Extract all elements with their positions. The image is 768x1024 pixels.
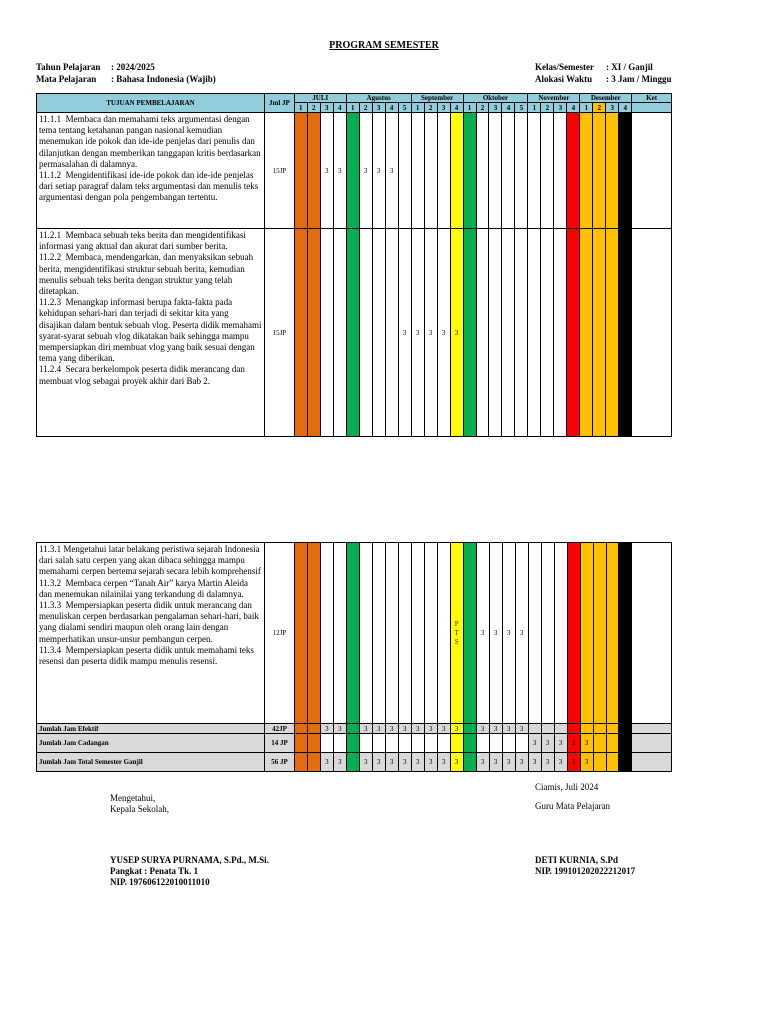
week-cell (359, 229, 372, 437)
header-month: November (528, 94, 580, 103)
week-cell (372, 229, 385, 437)
summary-week-cell (307, 734, 320, 753)
header-week-number: 2 (359, 103, 372, 113)
week-cell (619, 113, 632, 229)
guru-role: Guru Mata Pelajaran (535, 801, 610, 811)
week-cell: 3 (502, 543, 515, 724)
week-cell (333, 229, 346, 437)
summary-week-cell: 3 (580, 734, 593, 753)
summary-label: Jumlah Jam Cadangan (37, 734, 265, 753)
week-cell (333, 543, 346, 724)
header-week-number: 1 (294, 103, 307, 113)
table-row (37, 543, 672, 724)
summary-week-cell (489, 734, 502, 753)
week-cell (528, 229, 541, 437)
summary-label: Jumlah Jam Total Semester Ganjil (37, 753, 265, 772)
week-cell (593, 543, 606, 724)
summary-week-cell: 3 (333, 724, 346, 734)
summary-week-cell (463, 753, 476, 772)
summary-week-cell: 3 (398, 753, 411, 772)
info-left (36, 61, 216, 85)
summary-week-cell (606, 734, 619, 753)
week-cell: 3 (398, 229, 411, 437)
header-week-number: 5 (398, 103, 411, 113)
summary-week-cell (424, 734, 437, 753)
week-cell (437, 543, 450, 724)
header-week-number: 3 (320, 103, 333, 113)
header-week-number: 2 (541, 103, 554, 113)
week-cell (554, 229, 567, 437)
summary-week-cell (320, 734, 333, 753)
summary-week-cell (619, 734, 632, 753)
summary-week-cell (554, 724, 567, 734)
kelas-value: : XI / Ganjil (606, 62, 653, 72)
week-cell (593, 113, 606, 229)
summary-row (37, 753, 672, 772)
header-ket-blank (632, 103, 672, 113)
week-cell (463, 229, 476, 437)
summary-week-cell: 3 (489, 724, 502, 734)
summary-week-cell (476, 734, 489, 753)
header-week-number: 3 (554, 103, 567, 113)
week-cell (606, 543, 619, 724)
week-cell: 3 (372, 113, 385, 229)
signature-left-identity (110, 855, 269, 888)
week-cell (307, 113, 320, 229)
summary-week-cell (333, 734, 346, 753)
summary-week-cell (606, 753, 619, 772)
week-cell (398, 543, 411, 724)
ket-cell (632, 229, 672, 437)
week-cell (541, 113, 554, 229)
week-cell (346, 543, 359, 724)
summary-week-cell (437, 734, 450, 753)
week-cell (541, 543, 554, 724)
summary-week-cell (294, 734, 307, 753)
summary-week-cell: 3 (515, 724, 528, 734)
week-cell (385, 229, 398, 437)
week-cell (528, 113, 541, 229)
summary-label: Jumlah Jam Efektif (37, 724, 265, 734)
week-cell (294, 229, 307, 437)
week-cell: 3 (411, 229, 424, 437)
summary-week-cell (398, 734, 411, 753)
week-cell (619, 229, 632, 437)
header-week-number: 4 (333, 103, 346, 113)
week-cell (515, 229, 528, 437)
header-ket: Ket (632, 94, 672, 103)
week-cell (580, 543, 593, 724)
summary-week-cell (294, 724, 307, 734)
summary-week-cell: 3 (372, 724, 385, 734)
summary-week-cell (450, 734, 463, 753)
summary-week-cell (515, 734, 528, 753)
table-row (37, 113, 672, 229)
week-cell (463, 113, 476, 229)
summary-week-cell: 3 (320, 724, 333, 734)
summary-week-cell (580, 724, 593, 734)
summary-row (37, 724, 672, 734)
mengetahui-text: Mengetahui, (110, 793, 156, 803)
summary-week-cell: 3 (476, 724, 489, 734)
week-cell (593, 229, 606, 437)
week-cell (450, 543, 463, 724)
week-cell (372, 543, 385, 724)
summary-week-cell (307, 753, 320, 772)
header-jml-jp: Jml JP (264, 94, 294, 113)
summary-week-cell: 3 (437, 753, 450, 772)
week-cell: 3 (515, 543, 528, 724)
header-week-number: 5 (515, 103, 528, 113)
week-cell (411, 543, 424, 724)
summary-week-cell (567, 724, 580, 734)
header-week-number: 4 (450, 103, 463, 113)
summary-jp: 42JP (265, 724, 295, 734)
summary-week-cell: 3 (398, 724, 411, 734)
week-cell: 3 (476, 543, 489, 724)
week-cell (567, 543, 580, 724)
signature-right (535, 782, 610, 812)
week-cell: 3 (385, 113, 398, 229)
header-week-number: 2 (476, 103, 489, 113)
week-cell (580, 229, 593, 437)
summary-week-cell (528, 724, 541, 734)
header-month: JULI (294, 94, 346, 103)
summary-week-cell: 3 (320, 753, 333, 772)
ket-cell (632, 113, 672, 229)
ket-cell (632, 543, 672, 724)
summary-week-cell: 3 (385, 753, 398, 772)
summary-week-cell: 3 (424, 724, 437, 734)
week-cell (619, 543, 632, 724)
summary-week-cell (502, 734, 515, 753)
header-week-number: 3 (372, 103, 385, 113)
summary-week-cell: 3 (580, 753, 593, 772)
week-cell (437, 113, 450, 229)
kelas-label: Kelas/Semester (535, 62, 594, 72)
summary-week-cell (619, 753, 632, 772)
week-cell (515, 113, 528, 229)
summary-week-cell: 3 (567, 734, 580, 753)
tujuan-text: 11.3.1 Mengetahui latar belakang peristiwa sejarah Indonesia dari salah satu cerpen yang akan dibaca sehingga mampu memahami cerpen bertema sejarah secara lebih komprehensif 11.3.2 Membaca cerpen “Tanah Air” karya Martin Aleida dan menemukan nilainilai yang terkandung di dalamnya. 11.3.3 Mempersiapkan peserta didik untuk merancang dan menuliskan cerpen berdasarkan pengalaman sehari-hari, baik yang dialami sendiri maupun oleh orang lain dengan memperhatikan unsur-unsur pembangun cerpen. 11.3.4 Mempersiapkan peserta didik untuk memahami teks resensi dan peserta didik mampu menulis resensi. (37, 543, 265, 724)
header-month: Desember (580, 94, 632, 103)
week-cell (502, 113, 515, 229)
week-cell (424, 113, 437, 229)
week-cell (502, 229, 515, 437)
kepala-sekolah-name: YUSEP SURYA PURNAMA, S.Pd., M.Si. (110, 855, 269, 865)
summary-week-cell: 3 (528, 753, 541, 772)
signature-right-identity (535, 855, 635, 877)
week-cell (541, 229, 554, 437)
summary-week-cell (463, 724, 476, 734)
header-week-number: 1 (528, 103, 541, 113)
summary-week-cell (606, 724, 619, 734)
guru-name: DETI KURNIA, S.Pd (535, 855, 619, 865)
week-cell (476, 113, 489, 229)
week-cell (320, 543, 333, 724)
summary-row (37, 734, 672, 753)
summary-week-cell: 3 (437, 724, 450, 734)
summary-week-cell: 3 (502, 753, 515, 772)
header-week-number: 2 (307, 103, 320, 113)
pts-label: PTS (454, 619, 459, 646)
week-cell (385, 543, 398, 724)
summary-jp: 14 JP (265, 734, 295, 753)
alokasi-label: Alokasi Waktu (535, 74, 593, 84)
summary-week-cell: 3 (359, 753, 372, 772)
jml-jp-cell: 12JP (265, 543, 295, 724)
summary-ket-cell (632, 753, 672, 772)
summary-week-cell (619, 724, 632, 734)
week-cell: 3 (320, 113, 333, 229)
week-cell (606, 113, 619, 229)
jml-jp-cell: 15JP (264, 113, 294, 229)
week-cell (567, 113, 580, 229)
header-month: September (411, 94, 463, 103)
header-week-number: 3 (606, 103, 619, 113)
summary-week-cell: 3 (554, 734, 567, 753)
week-cell (489, 113, 502, 229)
mapel-value: : Bahasa Indonesia (Wajib) (111, 74, 216, 84)
page-title: PROGRAM SEMESTER (329, 40, 439, 51)
summary-week-cell (385, 734, 398, 753)
summary-week-cell: 3 (424, 753, 437, 772)
week-cell: 3 (333, 113, 346, 229)
header-month: Oktober (463, 94, 528, 103)
header-week-number: 1 (346, 103, 359, 113)
summary-week-cell: 3 (372, 753, 385, 772)
summary-week-cell: 3 (567, 753, 580, 772)
summary-week-cell: 3 (359, 724, 372, 734)
summary-week-cell: 3 (411, 724, 424, 734)
mapel-label: Mata Pelajaran (36, 74, 97, 84)
summary-week-cell: 3 (554, 753, 567, 772)
summary-week-cell (541, 724, 554, 734)
week-cell (307, 543, 320, 724)
summary-jp: 56 JP (265, 753, 295, 772)
header-week-number: 2 (593, 103, 606, 113)
week-cell (294, 543, 307, 724)
header-month: Agustus (346, 94, 411, 103)
week-cell (359, 543, 372, 724)
kepala-sekolah-nip: NIP. 197606122010011010 (110, 877, 210, 887)
week-cell (554, 113, 567, 229)
week-cell (554, 543, 567, 724)
tahun-label: Tahun Pelajaran (36, 62, 101, 72)
info-right (535, 61, 672, 85)
header-week-number: 2 (424, 103, 437, 113)
summary-week-cell (593, 734, 606, 753)
week-cell (346, 113, 359, 229)
header-week-number: 1 (463, 103, 476, 113)
summary-week-cell (307, 724, 320, 734)
week-cell: 3 (489, 543, 502, 724)
summary-week-cell (359, 734, 372, 753)
week-cell: 3 (437, 229, 450, 437)
week-cell (528, 543, 541, 724)
week-cell (411, 113, 424, 229)
week-cell: 3 (424, 229, 437, 437)
tujuan-text: 11.2.1 Membaca sebuah teks berita dan mengidentifikasi informasi yang aktual dan akurat dari sumber berita. 11.2.2 Membaca, mendengarkan, dan menyaksikan sebuah berita, mengidentifikasi struktur sebuah berita, kemudian menulis sebuah teks berita dengan struktur yang telah ditetapkan. 11.2.3 Menangkap informasi berupa fakta-fakta pada kehidupan sehari-hari dan terjadi di sekitar kita yang disajikan dalam bentuk sebuah vlog. Peserta didik memahami syarat-syarat sebuah vlog dikatakan baik sehingga mampu mempersiapkan diri membuat vlog yang baik sesuai dengan tema yang diberikan. 11.2.4 Secara berkelompok peserta didik merancang dan membuat vlog sebagai proyek akhir dari Bab 2. (37, 229, 265, 437)
summary-week-cell (346, 724, 359, 734)
kepala-sekolah-text: Kepala Sekolah, (110, 804, 169, 814)
jml-jp-cell: 15JP (264, 229, 294, 437)
alokasi-value: : 3 Jam / Minggu (606, 74, 672, 84)
week-cell (398, 113, 411, 229)
guru-nip: NIP. 199101202022212017 (535, 866, 636, 876)
summary-week-cell (593, 753, 606, 772)
week-cell (424, 543, 437, 724)
summary-week-cell: 3 (489, 753, 502, 772)
summary-week-cell: 3 (333, 753, 346, 772)
summary-week-cell (346, 753, 359, 772)
summary-week-cell: 3 (502, 724, 515, 734)
week-cell (567, 229, 580, 437)
header-week-number: 4 (502, 103, 515, 113)
week-cell (320, 229, 333, 437)
table-row (37, 229, 672, 437)
summary-week-cell (411, 734, 424, 753)
place-date: Ciamis, Juli 2024 (535, 782, 599, 792)
week-cell: 3 (450, 229, 463, 437)
header-week-number: 3 (489, 103, 502, 113)
header-week-number: 4 (619, 103, 632, 113)
summary-week-cell: 3 (450, 724, 463, 734)
summary-week-cell: 3 (541, 734, 554, 753)
schedule-table-bottom (36, 542, 672, 772)
summary-week-cell (294, 753, 307, 772)
week-cell (489, 229, 502, 437)
header-week-number: 1 (411, 103, 424, 113)
summary-week-cell: 3 (411, 753, 424, 772)
signature-left (110, 793, 169, 815)
summary-week-cell: 3 (541, 753, 554, 772)
header-week-number: 3 (437, 103, 450, 113)
week-cell (307, 229, 320, 437)
week-cell (346, 229, 359, 437)
schedule-table-top (36, 93, 672, 437)
week-cell (294, 113, 307, 229)
tujuan-text: 11.1.1 Membaca dan memahami teks argumentasi dengan tema tentang ketahanan pangan nasional kemudian menemukan ide pokok dan ide-ide penjelas dari penulis dan dilanjutkan dengan memberikan tanggapan kritis berdasarkan permasalahan di dalamnya. 11.1.2 Mengidentifikasi ide-ide pokok dan ide-ide penjelas dari setiap paragraf dalam teks argumentasi dan menulis teks argumentasi dengan pola pengembangan tertentu. (37, 113, 265, 229)
header-week-number: 4 (385, 103, 398, 113)
header-tujuan: TUJUAN PEMBELAJARAN (37, 94, 265, 113)
header-week-number: 1 (580, 103, 593, 113)
summary-week-cell: 3 (528, 734, 541, 753)
summary-week-cell (346, 734, 359, 753)
summary-week-cell (463, 734, 476, 753)
week-cell (450, 113, 463, 229)
week-cell (476, 229, 489, 437)
tahun-value: : 2024/2025 (111, 62, 155, 72)
summary-week-cell: 3 (385, 724, 398, 734)
summary-ket-cell (632, 734, 672, 753)
header-week-number: 4 (567, 103, 580, 113)
summary-ket-cell (632, 724, 672, 734)
summary-week-cell (372, 734, 385, 753)
summary-week-cell: 3 (515, 753, 528, 772)
kepala-sekolah-rank: Pangkat : Penata Tk. 1 (110, 866, 199, 876)
summary-week-cell: 3 (450, 753, 463, 772)
week-cell (606, 229, 619, 437)
week-cell (463, 543, 476, 724)
summary-week-cell: 3 (476, 753, 489, 772)
summary-week-cell (593, 724, 606, 734)
week-cell (580, 113, 593, 229)
week-cell: 3 (359, 113, 372, 229)
